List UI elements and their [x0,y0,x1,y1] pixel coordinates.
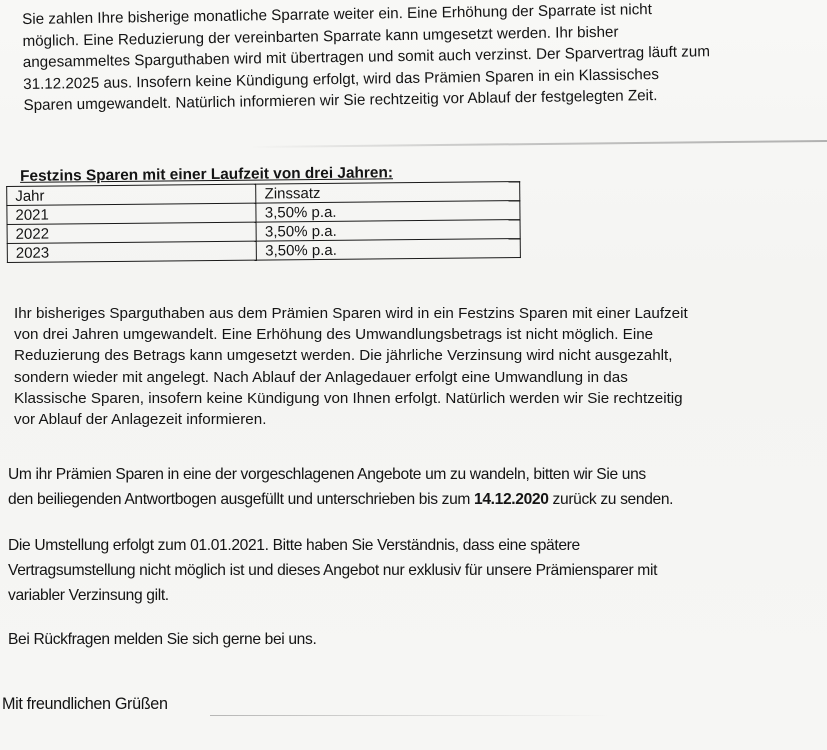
signature-line [210,715,610,716]
text-line: variabler Verzinsung gilt. [8,587,169,604]
text-fragment: den beiliegenden Antwortbogen ausgefüllt und unterschrieben bis zum [8,491,475,508]
rate-cell: 3,50% p.a. [257,239,521,261]
year-cell: 2022 [7,222,257,243]
closing-salutation: Mit freundlichen Grüßen [2,695,168,713]
text-line: angesammeltes Sparguthaben wird mit übertragen und somit auch verzinst. Der Sparvertrag läuft zum [22,43,711,71]
text-line: Vertragsumstellung nicht möglich ist und dieses Angebot nur exklusiv für unsere Prämiensparer mit [8,562,658,579]
table-title: Festzins Sparen mit einer Laufzeit von drei Jahren: [19,164,394,185]
text-line: Die Umstellung erfolgt zum 01.01.2021. Bitte haben Sie Verständnis, dass eine spätere [8,537,580,554]
rate-cell: 3,50% p.a. [256,201,520,223]
questions-paragraph: Bei Rückfragen melden Sie sich gerne bei uns. [8,631,317,648]
paper-fold-divider [250,140,827,148]
rate-cell: 3,50% p.a. [256,220,520,242]
text-line: Sparen umgewandelt. Natürlich informieren wir Sie rechtzeitig vor Ablauf der festgelegten Zeit. [23,87,658,114]
conversion-date-paragraph [8,533,818,608]
text-line: Reduzierung des Betrags kann umgesetzt werden. Die jährliche Verzinsung wird nicht ausgezahlt, [14,347,673,365]
interest-rate-table [6,181,521,263]
year-cell: 2023 [7,241,257,262]
savings-rate-paragraph [22,0,784,116]
text-line: möglich. Eine Reduzierung der vereinbarten Sparrate kann umgesetzt werden. Ihr bisher [22,23,619,50]
response-request-paragraph [8,462,818,512]
text-line: Sie zahlen Ihre bisherige monatliche Sparrate weiter ein. Eine Erhöhung der Sparrate ist nicht [22,1,653,28]
table-row [7,239,520,263]
text-line: Ihr bisheriges Sparguthaben aus dem Prämien Sparen wird in ein Festzins Sparen mit einer Laufzeit [14,305,688,322]
text-line: 31.12.2025 aus. Insofern keine Kündigung erfolgt, wird das Prämien Sparen in ein Klassisches [23,65,659,93]
fixed-rate-conversion-paragraph [14,303,814,430]
year-cell: 2021 [7,203,257,224]
text-fragment: zurück zu senden. [548,491,674,508]
fixed-rate-table-section [6,163,527,263]
column-header-rate: Zinssatz [256,182,520,204]
column-header-year: Jahr [7,184,257,205]
text-line: vor Ablauf der Anlagezeit informieren. [14,411,267,429]
text-line [8,487,818,512]
text-line: Klassische Sparen, insofern keine Kündigung von Ihnen erfolgt. Natürlich werden wir Sie rechtzeitig [14,389,683,407]
text-line: sondern wieder mit angelegt. Nach Ablauf der Anlagedauer erfolgt eine Umwandlung in das [14,368,628,386]
text-line: Um ihr Prämien Sparen in eine der vorgeschlagenen Angebote um zu wandeln, bitten wir Sie uns [8,466,646,483]
text-line: von drei Jahren umgewandelt. Eine Erhöhung des Umwandlungsbetrags ist nicht möglich. Eine [14,326,654,344]
deadline-date: 14.12.2020 [474,491,549,508]
